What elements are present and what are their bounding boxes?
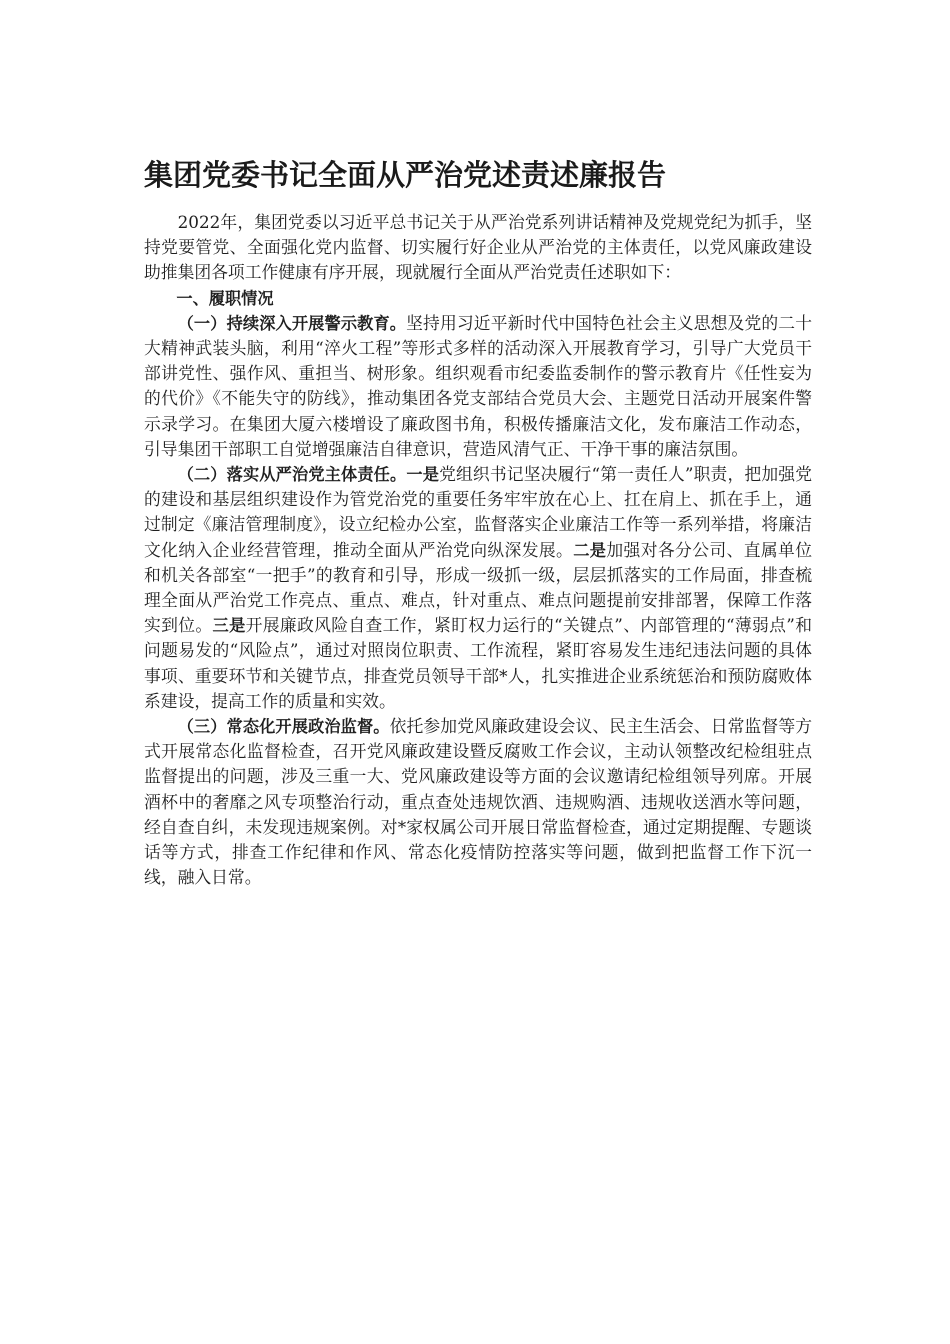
subsection-text: 依托参加党风廉政建设会议、民主生活会、日常监督等方式开展常态化监督检查，召开党风廉政建设暨反腐败工作会议，主动认领整改纪检组驻点监督提出的问题，涉及三重一大、党风廉政建设等方面的会议邀请纪检组领导列席。开展酒杯中的奢靡之风专项整治行动，重点查处违规饮酒、违规购酒、违规收送酒水等问题，经自查自纠，未发现违规案例。对*家权属公司开展日常监督检查，通过定期提醒、专题谈话等方式，排查工作纪律和作风、常态化疫情防控落实等问题，做到把监督工作下沉一线，融入日常。 [144,716,812,888]
point-marker-third: 三是 [212,616,246,636]
point-text-second: 加强对各分公司、直属单位和机关各部室“一把手”的教育和引导，形成一级抓一级，层层抓落实的工作局面，排查梳理全面从严治党工作亮点、重点、难点，针对重点、难点问题提前安排部署，保障工作落实到位。 [144,539,812,636]
point-marker-first: 一是 [406,465,440,485]
subsection-warning-education [144,311,812,462]
document-body [144,210,812,890]
point-text-third: 开展廉政风险自查工作，紧盯权力运行的“关键点”、内部管理的“薄弱点”和问题易发的“风险点”，通过对照岗位职责、工作流程，紧盯容易发生违纪违法问题的具体事项、重要环节和关键节点，排查党员领导干部*人，扎实推进企业系统惩治和预防腐败体系建设，提高工作的质量和实效。 [144,615,812,711]
subsection-lead: （一）持续深入开展警示教育。 [177,313,407,333]
point-marker-second: 二是 [573,540,607,560]
subsection-lead: （三）常态化开展政治监督。 [177,717,390,737]
subsection-text: 坚持用习近平新时代中国特色社会主义思想及党的二十大精神武装头脑，利用“淬火工程”等形式多样的活动深入开展教育学习，引导广大党员干部讲党性、强作风、重担当、树形象。组织观看市纪委监委制作的警示教育片《任性妄为的代价》《不能失守的防线》，推动集团各党支部结合党员大会、主题党日活动开展案件警示录学习。在集团大厦六楼增设了廉政图书角，积极传播廉洁文化，发布廉洁工作动态，引导集团干部职工自觉增强廉洁自律意识，营造风清气正、干净干事的廉洁氛围。 [144,312,812,459]
subsection-political-supervision [144,714,812,890]
subsection-lead: （二）落实从严治党主体责任。 [177,465,407,485]
section-heading-performance: 一、履职情况 [176,288,274,308]
subsection-main-responsibility [144,462,812,714]
document-title: 集团党委书记全面从严治党述责述廉报告 [144,158,667,192]
intro-paragraph: 2022年，集团党委以习近平总书记关于从严治党系列讲话精神及党规党纪为抓手，坚持党要管党、全面强化党内监督、切实履行好企业从严治党的主体责任，以党风廉政建设助推集团各项工作健康有序开展，现就履行全面从严治党责任述职如下： [144,212,812,283]
point-text-first: 党组织书记坚决履行“第一责任人”职责，把加强党的建设和基层组织建设作为管党治党的重要任务牢牢放在心上、扛在肩上、抓在手上，通过制定《廉洁管理制度》，设立纪检办公室，监督落实企业廉洁工作等一系列举措，将廉洁文化纳入企业经营管理，推动全面从严治党向纵深发展。 [144,464,813,560]
